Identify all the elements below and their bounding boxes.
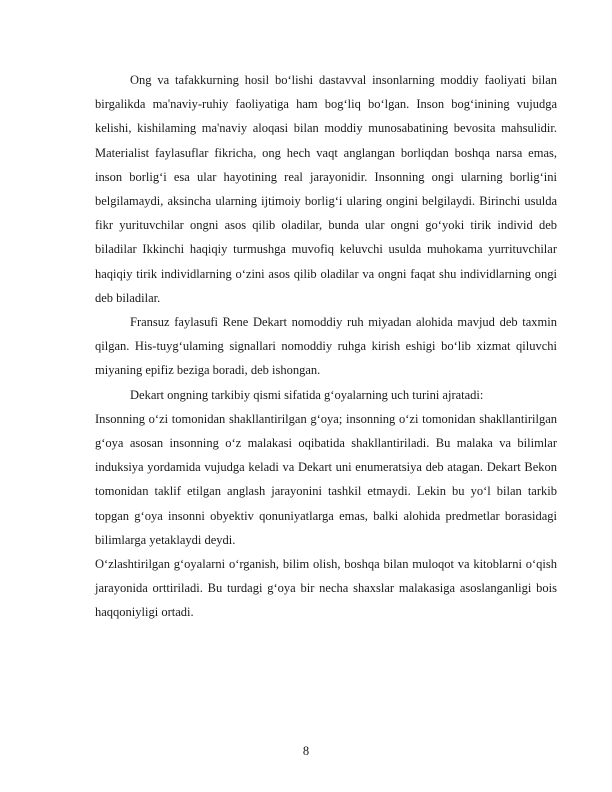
paragraph-insonning-ozi: Insonning oʻzi tomonidan shakllantirilgan gʻoya; insonning oʻzi tomonidan shakllantirilgan gʻoya asosan insonning oʻz malakasi oqibatida shakllantiriladi. Bu malaka va bilimlar induksiya yordamida vujudga keladi va Dekart uni enumeratsiya deb atagan. Dekart Bekon tomonidan taklif etilgan anglash jarayonini tashkil etmaydi. Lekin bu yoʻl bilan tarkib topgan gʻoya insonni obyektiv qonuniyatlarga emas, balki alohida predmetlar borasidagi bilimlarga yetaklaydi deydi. [95,411,557,547]
paragraph-goya-turlari: Dekart ongning tarkibiy qismi sifatida gʻoyalarning uch turini ajratadi: [130,387,484,402]
paragraph-ong-va-tafakkur: Ong va tafakkurning hosil boʻlishi dastavval insonlarning moddiy faoliyati bilan birgalikda ma'naviy-ruhiy faoliyatiga ham bogʻliq boʻlgan. Inson bogʻinining vujudga kelishi, kishilaming ma'naviy aloqasi bilan moddiy munosabatining bevosita mahsulidir. Materialist faylasuflar fikricha, ong hech vaqt anglangan borliqdan boshqa narsa emas, inson borligʻi esa ular hayotining real jarayonidir. Insonning ongi ularning borligʻini belgilamaydi, aksincha ularning ijtimoiy borligʻi ularing ongini belgilaydi. Birinchi usulda fikr yurituvchilar ongni asos qilib oladilar, bunda ular ongni goʻyoki tirik individ deb biladilar Ikkinchi haqiqiy turmushga muvofiq keluvchi usulda muhokama yurrituvchilar haqiqiy tirik individlarning oʻzini asos qilib oladilar va ongni faqat shu individlarning ongi deb biladilar. [95,73,557,305]
page-number: 8 [302,744,310,758]
paragraph-rene-dekart: Fransuz faylasufi Rene Dekart nomoddiy ruh miyadan alohida mavjud deb taxmin qilgan. His-tuygʻulaming signallari nomoddiy ruhga kirish eshigi boʻlib xizmat qiluvchi miyaning epifiz beziga boradi, deb ishongan. [95,315,557,378]
paragraph-ozlashtirilgan-goyalar: Oʻzlashtirilgan gʻoyalarni oʻrganish, bilim olish, boshqa bilan muloqot va kitoblarni oʻqish jarayonida orttiriladi. Bu turdagi gʻoya bir necha shaxslar malakasiga asoslanganligi bois haqqoniyligi ortadi. [95,557,557,620]
document-body [95,68,557,625]
